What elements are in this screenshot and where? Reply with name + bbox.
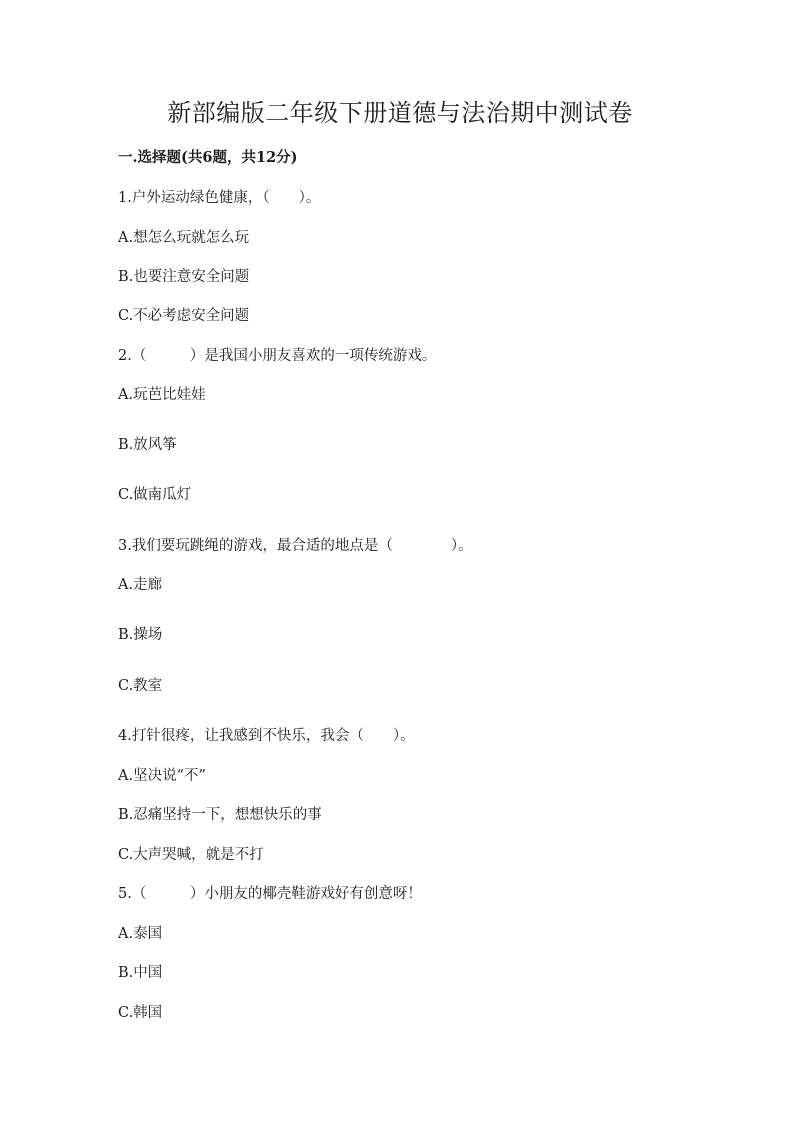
question-1-option-a: A.想怎么玩就怎么玩 xyxy=(118,230,250,246)
question-1-stem: 1.户外运动绿色健康，（ ）。 xyxy=(118,190,321,206)
question-5-stem: 5.（ ）小朋友的椰壳鞋游戏好有创意呀！ xyxy=(118,886,422,902)
question-2-stem: 2.（ ）是我国小朋友喜欢的一项传统游戏。 xyxy=(118,348,437,364)
question-4-stem: 4.打针很疼，让我感到不快乐，我会（ ）。 xyxy=(118,728,415,744)
question-3-option-a: A.走廊 xyxy=(118,577,163,593)
question-5-option-b: B.中国 xyxy=(118,965,163,981)
question-2-option-a: A.玩芭比娃娃 xyxy=(118,387,206,403)
question-3-option-c: C.教室 xyxy=(118,678,163,694)
section-heading: 一.选择题(共6题，共12分) xyxy=(118,149,298,166)
question-5-option-c: C.韩国 xyxy=(118,1005,163,1021)
question-3-stem: 3.我们要玩跳绳的游戏，最合适的地点是（ ）。 xyxy=(118,538,473,554)
question-5-option-a: A.泰国 xyxy=(118,926,163,942)
question-4-option-a: A.坚决说“不” xyxy=(118,768,206,784)
question-1-option-c: C.不必考虑安全问题 xyxy=(118,308,250,324)
question-1-option-b: B.也要注意安全问题 xyxy=(118,269,250,285)
question-4-option-b: B.忍痛坚持一下，想想快乐的事 xyxy=(118,807,322,823)
question-4-option-c: C.大声哭喊，就是不打 xyxy=(118,847,264,863)
page-title: 新部编版二年级下册道德与法治期中测试卷 xyxy=(167,99,633,127)
question-3-option-b: B.操场 xyxy=(118,627,163,643)
question-2-option-b: B.放风筝 xyxy=(118,437,177,453)
question-2-option-c: C.做南瓜灯 xyxy=(118,487,192,503)
